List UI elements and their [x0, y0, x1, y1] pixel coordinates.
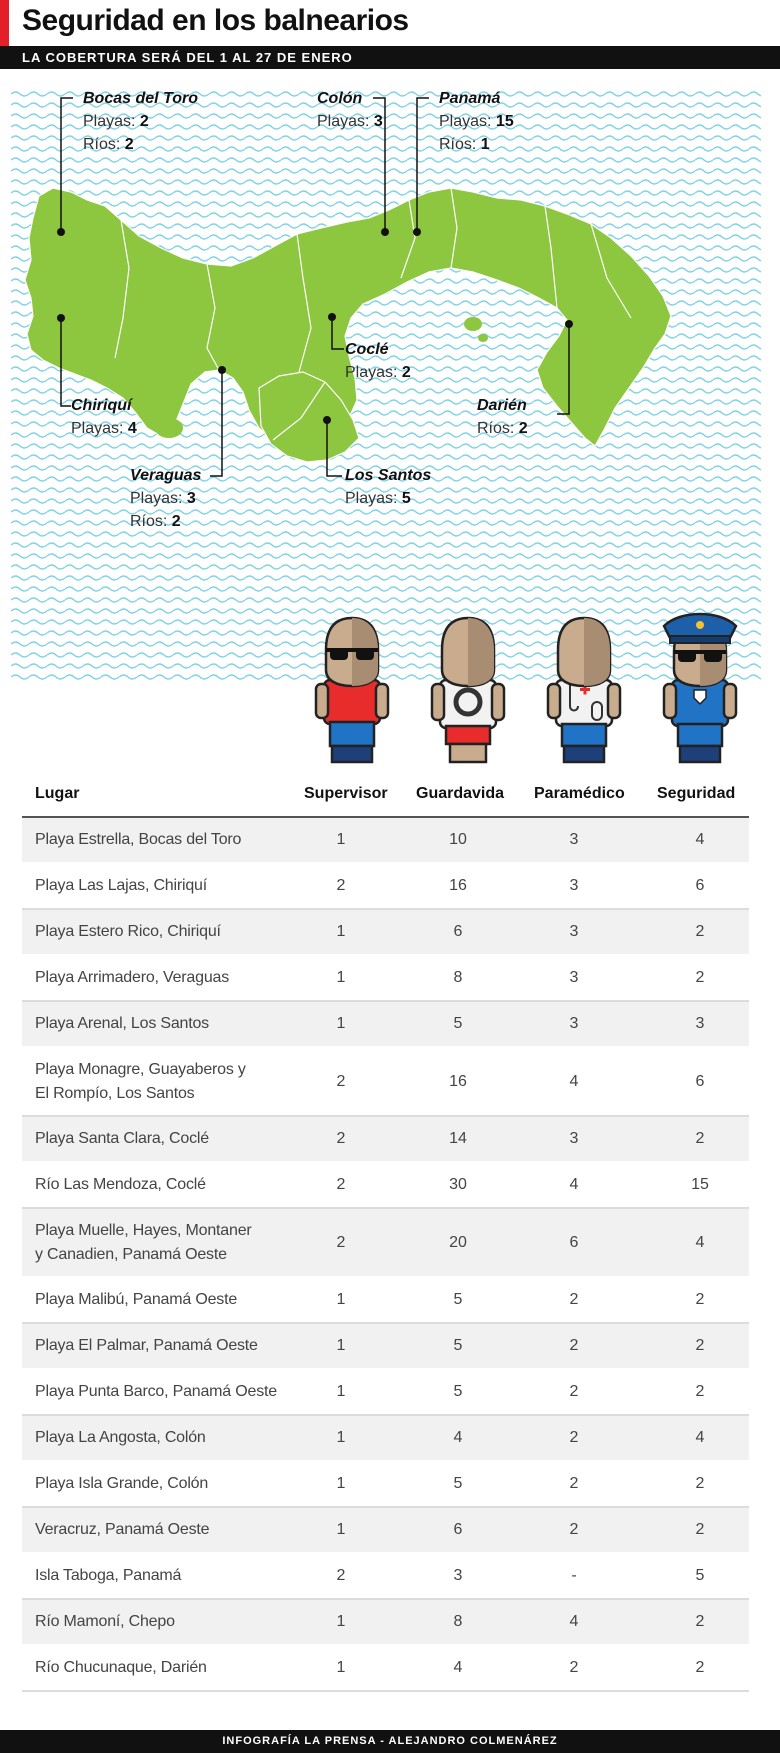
coiba-island-shape [155, 418, 183, 438]
header-supervisor: Supervisor [304, 785, 388, 802]
cell-supervisor: 1 [336, 1383, 346, 1400]
cell-guardavida: 4 [453, 1659, 463, 1676]
cell-place: Playa Monagre, Guayaberos y El Rompío, Los Santos [35, 1060, 246, 1102]
cell-seguridad: 4 [695, 1233, 705, 1251]
cell-place: Playa Estero Rico, Chiriquí [35, 923, 221, 940]
cell-guardavida: 3 [453, 1567, 463, 1584]
callout-line: Playas: 4 [71, 420, 137, 437]
province-name: Bocas del Toro [83, 90, 198, 107]
header-lugar: Lugar [35, 785, 80, 802]
cell-paramedico: 3 [569, 1130, 579, 1147]
cell-guardavida: 8 [453, 969, 463, 986]
cell-seguridad: 4 [695, 831, 705, 848]
pearl-island-small-shape [478, 334, 488, 342]
cell-paramedico: 2 [569, 1429, 579, 1446]
cell-supervisor: 2 [336, 1072, 346, 1090]
cell-supervisor: 1 [336, 1429, 346, 1446]
cell-paramedico: 2 [569, 1521, 579, 1538]
table-row [22, 1370, 749, 1416]
cell-place: Playa La Angosta, Colón [35, 1429, 206, 1446]
callout-line: Playas: 5 [345, 490, 411, 507]
bocas-island-shape [107, 234, 135, 246]
cell-supervisor: 1 [336, 1659, 346, 1676]
header-seguridad: Seguridad [657, 785, 736, 802]
cell-seguridad: 2 [695, 1383, 705, 1400]
callout-chiriqui [71, 394, 137, 440]
cell-paramedico: 2 [569, 1383, 579, 1400]
callout-darien [477, 394, 528, 440]
pearl-island-shape [464, 317, 482, 331]
cell-paramedico: 3 [569, 923, 579, 940]
cell-place: Río Chucunaque, Darién [35, 1659, 207, 1676]
cell-supervisor: 1 [336, 1613, 346, 1630]
callout-veraguas [130, 464, 201, 533]
security-figure-icon [660, 610, 740, 775]
cell-seguridad: 4 [695, 1429, 705, 1446]
cell-supervisor: 2 [336, 1233, 346, 1251]
cell-paramedico: 3 [569, 969, 579, 986]
callout-line: Ríos: 2 [130, 513, 181, 530]
callout-line: Ríos: 2 [477, 420, 528, 437]
callout-line: Ríos: 1 [439, 136, 490, 153]
cell-paramedico: 3 [569, 831, 579, 848]
cell-supervisor: 2 [336, 877, 346, 894]
cell-guardavida: 30 [449, 1176, 467, 1193]
cell-place: Playa Muelle, Hayes, Montaner y Canadien, Panamá Oeste [35, 1221, 252, 1263]
cell-guardavida: 5 [453, 1291, 463, 1308]
title-accent-bar [0, 0, 9, 46]
cell-guardavida: 16 [449, 877, 467, 894]
cell-guardavida: 5 [453, 1383, 463, 1400]
table-row [22, 956, 749, 1002]
callout-line: Ríos: 2 [83, 136, 134, 153]
cell-paramedico: 3 [569, 877, 579, 894]
cell-seguridad: 5 [695, 1567, 705, 1584]
cell-place: Playa Arenal, Los Santos [35, 1015, 209, 1032]
table-row [22, 818, 749, 864]
cell-supervisor: 2 [336, 1130, 346, 1147]
cell-guardavida: 8 [453, 1613, 463, 1630]
cell-seguridad: 2 [695, 1521, 705, 1538]
staff-table [22, 775, 749, 1692]
cell-paramedico: 2 [569, 1337, 579, 1354]
cell-seguridad: 3 [695, 1015, 705, 1032]
cell-paramedico: 2 [569, 1475, 579, 1492]
cell-guardavida: 16 [449, 1072, 467, 1090]
callout-line: Playas: 2 [345, 364, 411, 381]
cell-seguridad: 2 [695, 1613, 705, 1630]
cell-paramedico: 6 [569, 1233, 579, 1251]
cell-seguridad: 2 [695, 1337, 705, 1354]
cell-guardavida: 10 [449, 831, 467, 848]
table-row [22, 1416, 749, 1462]
cell-guardavida: 5 [453, 1337, 463, 1354]
cell-guardavida: 14 [449, 1130, 467, 1147]
table-row [22, 1508, 749, 1554]
callout-line: Playas: 3 [317, 113, 383, 130]
table-row [22, 1324, 749, 1370]
province-name: Chiriquí [71, 397, 132, 414]
cell-place: Playa Las Lajas, Chiriquí [35, 877, 207, 894]
cell-supervisor: 2 [336, 1567, 346, 1584]
cell-seguridad: 6 [695, 877, 705, 894]
cell-paramedico: 4 [569, 1613, 579, 1630]
table-row [22, 1002, 749, 1048]
header-guardavida: Guardavida [416, 785, 505, 802]
table-row [22, 910, 749, 956]
cell-place: Playa Isla Grande, Colón [35, 1475, 209, 1492]
callout-colon [317, 87, 383, 133]
footer-bar [0, 1730, 780, 1753]
table-row [22, 1600, 749, 1646]
cell-seguridad: 2 [695, 1475, 705, 1492]
cell-supervisor: 1 [336, 969, 346, 986]
cell-place: Playa Arrimadero, Veraguas [35, 969, 230, 986]
paramedic-figure-icon [544, 610, 624, 775]
province-name: Los Santos [345, 467, 432, 484]
cell-supervisor: 1 [336, 1475, 346, 1492]
table-row [22, 1278, 749, 1324]
panama-map [11, 88, 761, 683]
callout-line: Playas: 2 [83, 113, 149, 130]
cell-seguridad: 15 [691, 1176, 709, 1193]
cell-supervisor: 1 [336, 923, 346, 940]
cell-place: Playa Estrella, Bocas del Toro [35, 831, 242, 848]
cell-paramedico: 2 [569, 1291, 579, 1308]
cell-place: Isla Taboga, Panamá [35, 1567, 182, 1584]
callout-line: Playas: 3 [130, 490, 196, 507]
cell-supervisor: 1 [336, 1015, 346, 1032]
cell-seguridad: 2 [695, 923, 705, 940]
province-name: Colón [317, 90, 363, 107]
callout-line: Playas: 15 [439, 113, 514, 130]
cell-seguridad: 2 [695, 969, 705, 986]
cell-place: Río Mamoní, Chepo [35, 1613, 175, 1630]
supervisor-figure-icon [312, 610, 392, 775]
cell-paramedico: 4 [569, 1176, 579, 1193]
cell-place: Playa Santa Clara, Coclé [35, 1130, 209, 1147]
cell-place: Playa Punta Barco, Panamá Oeste [35, 1383, 277, 1400]
cell-supervisor: 1 [336, 831, 346, 848]
subtitle-bar [0, 46, 780, 69]
cell-guardavida: 20 [449, 1233, 467, 1251]
lifeguard-figure-icon [428, 610, 508, 775]
table-row [22, 1554, 749, 1600]
cell-guardavida: 4 [453, 1429, 463, 1446]
cell-place: Playa Malibú, Panamá Oeste [35, 1291, 238, 1308]
cell-seguridad: 2 [695, 1130, 705, 1147]
cell-paramedico: - [571, 1567, 577, 1584]
table-row [22, 1462, 749, 1508]
cell-supervisor: 2 [336, 1176, 346, 1193]
province-name: Panamá [439, 90, 501, 107]
callout-bocas-del-toro [83, 87, 198, 156]
table-row [22, 1048, 749, 1117]
cell-seguridad: 2 [695, 1659, 705, 1676]
table-body [22, 818, 749, 1692]
callout-los-santos [345, 464, 431, 510]
title-bar [0, 0, 780, 46]
page-title: Seguridad en los balnearios [22, 4, 409, 37]
staff-figures [300, 610, 770, 780]
table-row [22, 1163, 749, 1209]
cell-guardavida: 6 [453, 1521, 463, 1538]
cell-paramedico: 2 [569, 1659, 579, 1676]
callout-panama [439, 87, 514, 156]
table-header [22, 775, 749, 818]
cell-supervisor: 1 [336, 1337, 346, 1354]
cell-place: Río Las Mendoza, Coclé [35, 1176, 206, 1193]
map-graphic [11, 88, 761, 683]
table-row [22, 1209, 749, 1278]
cell-guardavida: 5 [453, 1015, 463, 1032]
province-name: Veraguas [130, 467, 202, 484]
cell-paramedico: 3 [569, 1015, 579, 1032]
cell-place: Veracruz, Panamá Oeste [35, 1521, 210, 1538]
cell-supervisor: 1 [336, 1291, 346, 1308]
callout-cocle [345, 338, 411, 384]
province-name: Coclé [345, 341, 389, 358]
cell-guardavida: 6 [453, 923, 463, 940]
table-row [22, 1117, 749, 1163]
table-row [22, 1646, 749, 1692]
cell-paramedico: 4 [569, 1072, 579, 1090]
cell-guardavida: 5 [453, 1475, 463, 1492]
cell-place: Playa El Palmar, Panamá Oeste [35, 1337, 258, 1354]
province-name: Darién [477, 397, 527, 414]
cell-seguridad: 2 [695, 1291, 705, 1308]
cell-seguridad: 6 [695, 1072, 705, 1090]
table-row [22, 864, 749, 910]
cell-supervisor: 1 [336, 1521, 346, 1538]
footer-credit: INFOGRAFÍA LA PRENSA - ALEJANDRO COLMENÁREZ [222, 1735, 558, 1747]
page-subtitle: LA COBERTURA SERÁ DEL 1 AL 27 DE ENERO [22, 50, 353, 65]
header-paramedico: Paramédico [534, 785, 625, 802]
